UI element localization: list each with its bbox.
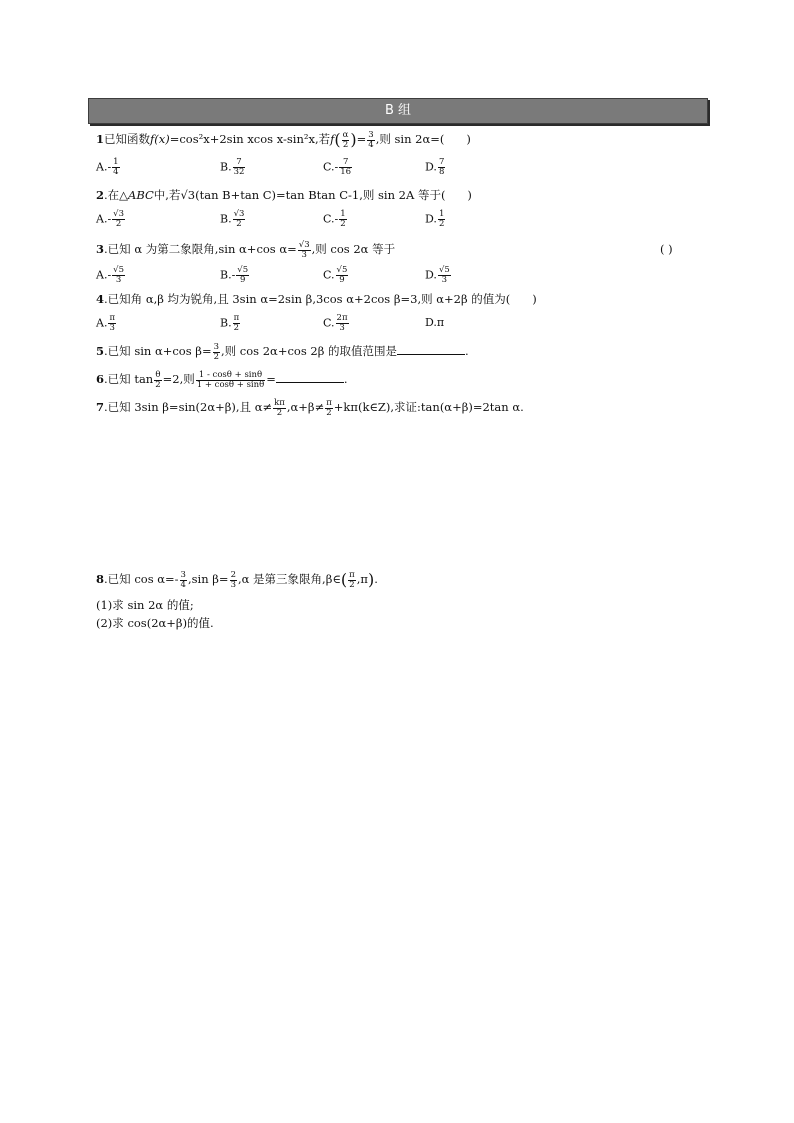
q3-option-b: B.- $\frac{√5}{9}$	[220, 265, 249, 285]
q1-close: )	[466, 132, 471, 146]
question-7: 7.已知 3sin β=sin(2α+β),且 α≠ $\frac{k\pi}{2}$ ,α+β≠ $\frac{\pi}{2}$ +kπ(k∈Z),求证:tan(α+β)=2tan α.	[96, 397, 524, 418]
q8-frac-a: $\frac{3}{4}$	[180, 569, 186, 590]
q6-frac-a: $\frac{\theta}{2}$	[155, 369, 161, 390]
q1-frac-b: $\frac{3}{4}$	[368, 129, 374, 150]
q5-frac: $\frac{3}{2}$	[213, 341, 219, 362]
q7-frac-a: $\frac{k\pi}{2}$	[274, 397, 285, 418]
q6-answer-blank[interactable]	[276, 370, 344, 383]
question-8: 8.已知 cos α=- $\frac{3}{4}$ ,sin β= $\frac{2}{3}$ ,α 是第三象限角,β∈( $\frac{\pi}{2}$ ,π).	[96, 569, 378, 590]
q1-frac-a: $\frac{\alpha}{2}$	[342, 129, 349, 150]
q8-sub-2: (2)求 cos(2α+β)的值.	[96, 616, 214, 630]
question-4: 4.已知角 α,β 均为锐角,且 3sin α=2sin β,3cos α+2cos β=3,则 α+2β 的值为( )	[96, 292, 537, 306]
q4-option-c: C. $\frac{2\pi}{3}$	[323, 313, 348, 333]
q3-option-c: C. $\frac{√5}{9}$	[323, 265, 348, 285]
q3-frac: $\frac{√3}{3}$	[298, 239, 310, 260]
q1-text-b: =cos²x+2sin xcos x-sin²x,若	[169, 132, 331, 146]
q1-option-c: C.- $\frac{7}{16}$	[323, 157, 352, 177]
question-1: 1已知函数f(x)=cos²x+2sin xcos x-sin²x,若f( $\frac{\alpha}{2}$ )= $\frac{3}{4}$ ,则 sin 2α=( )	[96, 129, 471, 150]
q1-option-d: D. $\frac{7}{8}$	[425, 157, 445, 177]
q1-option-a: A.- $\frac{1}{4}$	[96, 157, 119, 177]
q2-number: 2	[96, 188, 105, 202]
question-2: 2.在△ABC中,若√3(tan B+tan C)=tan Btan C-1,则 sin 2A 等于( )	[96, 188, 472, 202]
q3-number: 3	[96, 242, 105, 256]
q2-option-c: C.- $\frac{1}{2}$	[323, 209, 346, 229]
q8-frac-c: $\frac{\pi}{2}$	[349, 569, 355, 590]
q2-option-a: A.- $\frac{√3}{2}$	[96, 209, 124, 229]
q8-sub-1: (1)求 sin 2α 的值;	[96, 598, 194, 612]
group-header	[88, 98, 708, 124]
group-title: B 组	[384, 103, 412, 118]
q4-number: 4	[96, 292, 105, 306]
q2-option-b: B. $\frac{√3}{2}$	[220, 209, 245, 229]
question-5: 5.已知 sin α+cos β= $\frac{3}{2}$ ,则 cos 2α+cos 2β 的取值范围是 .	[96, 341, 469, 362]
q2-option-d: D. $\frac{1}{2}$	[425, 209, 445, 229]
q5-answer-blank[interactable]	[397, 342, 465, 355]
q6-number: 6	[96, 372, 105, 386]
q5-number: 5	[96, 344, 105, 358]
q3-answer-paren: ( )	[660, 242, 673, 256]
q1-f: f	[330, 132, 335, 146]
q1-eq: =	[356, 132, 367, 146]
q3-option-a: A.- $\frac{√5}{3}$	[96, 265, 124, 285]
question-6: 6.已知 tan $\frac{\theta}{2}$ =2,则 $\frac{1 - \cos\theta + \sin\theta}{1 + \cos\theta + \sin\theta}$ = .	[96, 369, 348, 390]
q6-frac-b: $\frac{1 - \cos\theta + \sin\theta}{1 + \cos\theta + \sin\theta}$	[196, 369, 265, 390]
q1-text-a: 已知函数	[104, 132, 151, 146]
q1-fx: f(x)	[150, 132, 170, 146]
q1-text-c: ,则 sin 2α=(	[375, 132, 445, 146]
q4-option-d: D.π	[425, 316, 445, 329]
q4-option-b: B. $\frac{\pi}{2}$	[220, 313, 240, 333]
q4-option-a: A. $\frac{\pi}{3}$	[96, 313, 116, 333]
q8-number: 8	[96, 572, 105, 586]
q7-frac-b: $\frac{\pi}{2}$	[326, 397, 332, 418]
q7-number: 7	[96, 400, 105, 414]
q3-option-d: D. $\frac{√5}{3}$	[425, 265, 450, 285]
question-3: 3.已知 α 为第二象限角,sin α+cos α= $\frac{√3}{3}$ ,则 cos 2α 等于	[96, 239, 396, 260]
q1-number: 1	[96, 132, 105, 146]
q1-option-b: B. $\frac{7}{32}$	[220, 157, 245, 177]
q8-frac-b: $\frac{2}{3}$	[230, 569, 236, 590]
